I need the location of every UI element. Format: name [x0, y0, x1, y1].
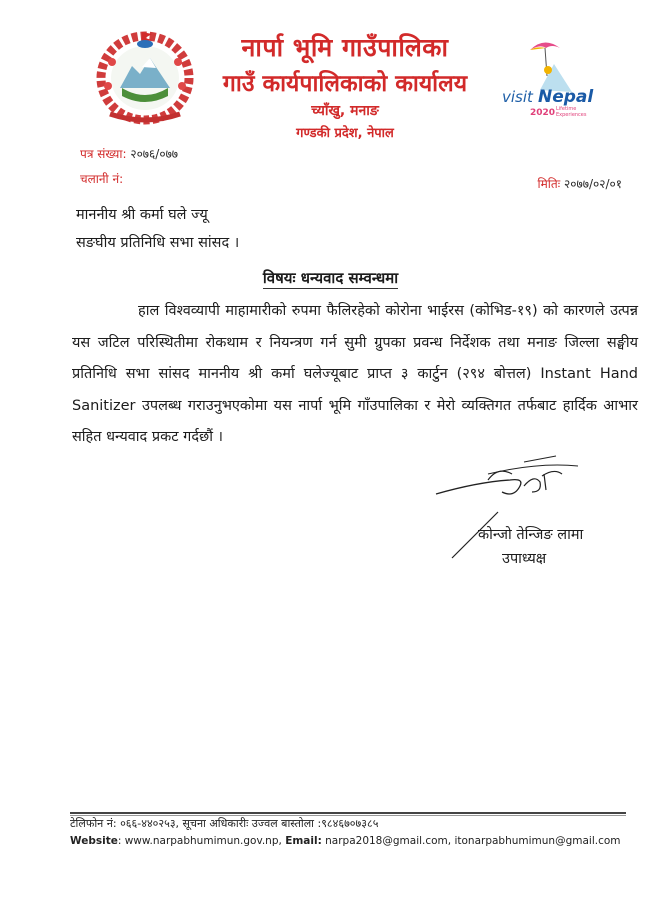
- addressee-title: सङघीय प्रतिनिधि सभा सांसद ।: [76, 235, 240, 251]
- subject-line: [0, 268, 661, 288]
- letter-number-label: पत्र संख्या:: [80, 147, 127, 161]
- nepal-text: Nepal: [538, 87, 594, 107]
- email-label: Email:: [285, 835, 322, 847]
- signatory-title: उपाध्यक्ष: [502, 551, 547, 567]
- office-name: नार्पा भूमि गाउँपालिका: [241, 33, 449, 62]
- date-value: २०७७/०२/०१: [563, 177, 622, 191]
- letter-number-value: २०७६/०७७: [130, 147, 179, 161]
- office-location: च्याँखु, मनाङ: [311, 103, 379, 119]
- dispatch-number: [80, 170, 123, 187]
- dispatch-number-label: चलानी नं:: [80, 172, 124, 186]
- website-label: Website: [70, 835, 118, 847]
- date-label: मितिः: [537, 177, 561, 191]
- subject-text: विषयः धन्यवाद सम्वन्धमा: [262, 269, 399, 287]
- office-subtitle: गाउँ कार्यपालिकाको कार्यालय: [222, 71, 468, 97]
- visit-nepal-logo: [500, 32, 612, 122]
- website-value[interactable]: : www.narpabhumimun.gov.np,: [117, 835, 286, 847]
- letter-number: [80, 145, 178, 162]
- signatory-name: कोन्जो तेन्जिङ लामा: [478, 527, 584, 543]
- year-text: 2020: [530, 108, 556, 118]
- visit-text: visit: [502, 88, 533, 106]
- email-value[interactable]: narpa2018@gmail.com, itonarpabhumimun@gmail.com: [321, 835, 621, 847]
- nepal-emblem-icon: [92, 22, 198, 128]
- footer-contact: टेलिफोन नं: ०६६-४४०२५३, सूचना अधिकारीः उज्वल बास्तोला :९८४६७०७३८५: [70, 817, 379, 830]
- office-province: गण्डकी प्रदेश, नेपाल: [296, 126, 394, 141]
- letter-date: [538, 175, 623, 192]
- addressee-name: माननीय श्री कर्मा घले ज्यू: [76, 207, 208, 223]
- tagline-1: Lifetime: [556, 106, 577, 112]
- footer-divider: [70, 812, 626, 814]
- tagline-2: Experiences: [556, 112, 587, 118]
- letter-body: हाल विश्वव्यापी माहामारीको रुपमा फैलिरहेको कोरोना भाईरस (कोभिड-१९) को कारणले उत्पन्न यस जटिल परिस्थितीमा रोकथाम र नियन्त्रण गर्न सुमी ग्रुपका प्रवन्ध निर्देशक तथा मनाङ जिल्ला सङ्घीय प्रतिनिधि सभा सांसद माननीय श्री कर्मा घलेज्यूबाट प्राप्त ३ कार्टुन (२९४ बोत्तल) Instant Hand Sanitizer उपलब्ध गराउनुभएकोमा यस नार्पा भूमि गाँउपालिका र मेरो व्यक्तिगत तर्फबाट हार्दिक आभार सहित धन्यवाद प्रकट गर्दछौं ।: [72, 303, 638, 445]
- signature-icon: [428, 452, 608, 562]
- footer-web-email: [70, 835, 621, 847]
